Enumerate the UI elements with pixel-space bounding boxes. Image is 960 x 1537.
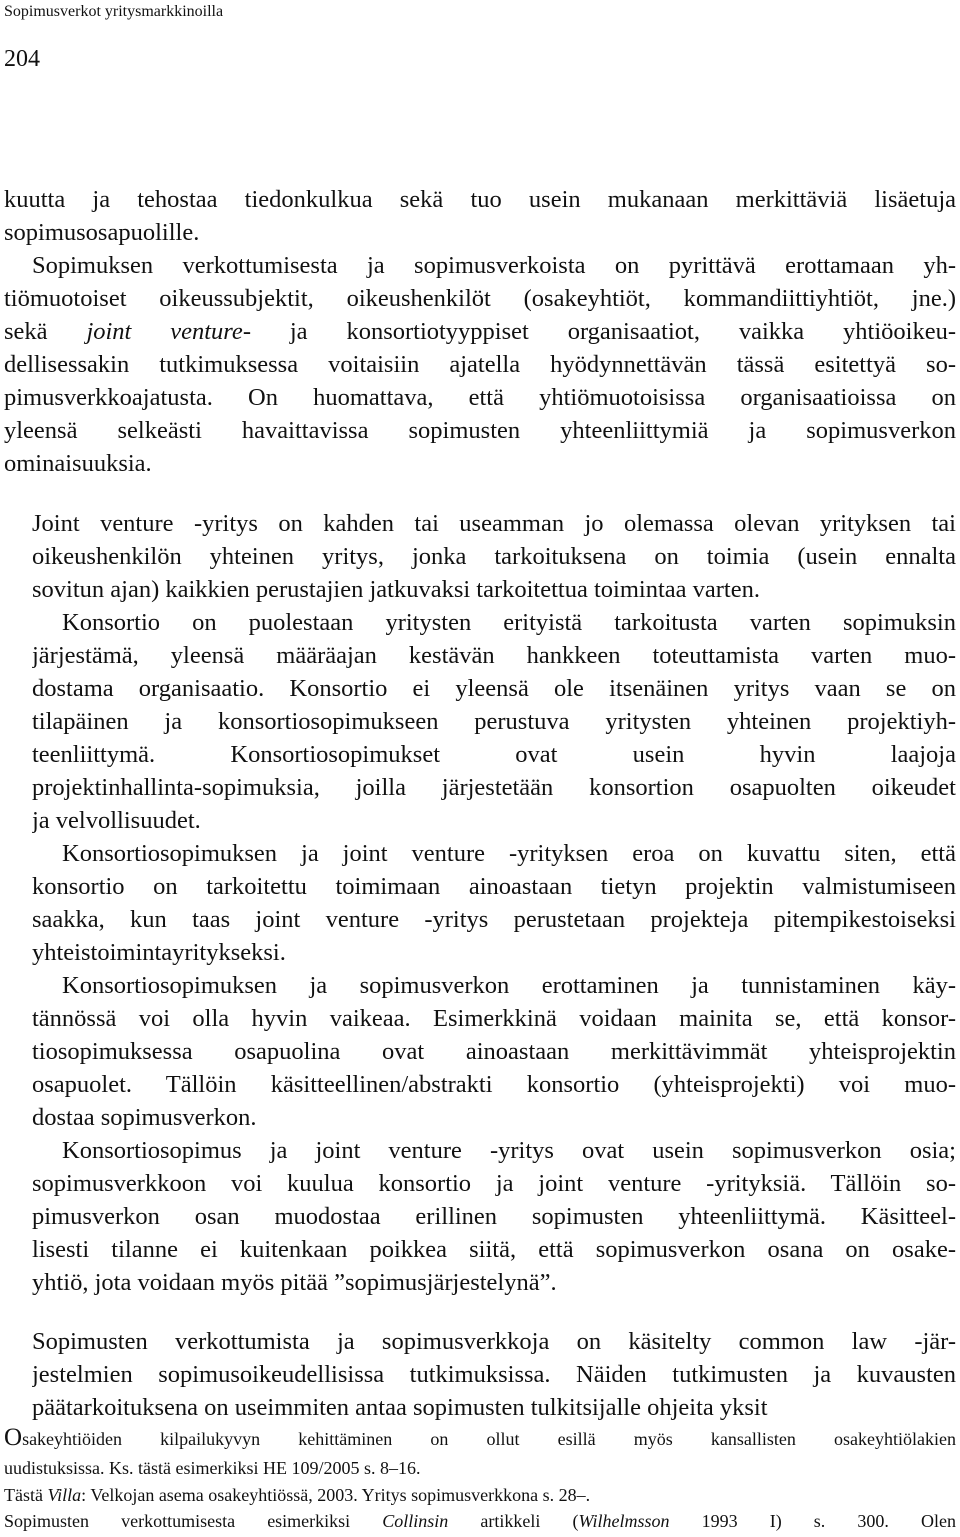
text-run: - ja konsortiotyyppiset organisaatiot, vaikka yhtiöoikeu-: [242, 318, 956, 345]
body-line: oikeushenkilön yhteinen yritys, jonka tarkoituksena on toimia (usein ennalta: [32, 543, 956, 570]
italic-author: Wilhelmsson: [578, 1511, 670, 1531]
italic-author: Villa: [47, 1485, 82, 1505]
text-run: : Velkojan asema osakeyhtiössä, 2003. Yritys sopimusverkkona s. 28–.: [81, 1485, 591, 1505]
body-line: päätarkoituksena on useimmiten antaa sopimusten tulkitsijalle ohjeita yksit: [32, 1394, 768, 1421]
running-header: Sopimusverkot yritysmarkkinoilla: [4, 3, 224, 20]
body-line: tännössä voi olla hyvin vaikeaa. Esimerkkinä voidaan mainita se, että konsor-: [32, 1005, 956, 1032]
body-line: Konsortiosopimuksen ja sopimusverkon erottaminen ja tunnistaminen käy-: [62, 972, 956, 999]
body-line: saakka, kun taas joint venture -yritys perustetaan projekteja pitempikestoiseksi: [32, 906, 956, 933]
body-line: teenliittymä. Konsortiosopimukset ovat usein hyvin laajoja: [32, 741, 956, 768]
text-run: sekä: [4, 318, 87, 345]
body-line: Konsortiosopimus ja joint venture -yritys ovat usein sopimusverkon osia;: [62, 1137, 956, 1164]
body-line: pimusverkkoajatusta. On huomattava, että yhtiömuotoisissa organisaatioissa on: [4, 384, 956, 411]
body-line: tilapäinen ja konsortiosopimukseen perustuva yritysten yhteinen projektiyh-: [32, 708, 956, 735]
body-line: lisesti tilanne ei kuitenkaan poikkea siitä, että sopimusverkon osana on osake-: [32, 1236, 956, 1263]
text-run: Tästä: [4, 1485, 48, 1505]
body-line: yhtiö, jota voidaan myös pitää ”sopimusjärjestelynä”.: [32, 1269, 557, 1296]
text-run: sakeyhtiöiden kilpailukyvyn kehittäminen on ollut esillä myös kansallisten osakeyhtiölakien: [22, 1429, 956, 1449]
body-line: dellisessakin tutkimuksessa voitaisiin ajatella hyödynnettävän tässä esitettyä so-: [4, 351, 956, 378]
text-run: 1993 I) s. 300. Olen: [669, 1511, 956, 1531]
text-run: Sopimusten verkottumisesta esimerkiksi: [4, 1511, 383, 1531]
body-line: yleensä selkeästi havaittavissa sopimusten yhteenliittymiä ja sopimusverkon: [4, 417, 956, 444]
body-line: yhteistoimintayritykseksi.: [32, 939, 286, 966]
body-line: jestelmien sopimusoikeudellisissa tutkimuksissa. Näiden tutkimusten ja kuvausten: [32, 1361, 956, 1388]
footnote-line: [4, 1508, 956, 1534]
body-line: dostama organisaatio. Konsortio ei yleensä ole itsenäinen yritys vaan se on: [32, 675, 956, 702]
body-line: Joint venture -yritys on kahden tai useamman jo olemassa olevan yrityksen tai: [32, 510, 956, 537]
footnote-line: uudistuksissa. Ks. tästä esimerkiksi HE 109/2005 s. 8–16.: [4, 1458, 421, 1478]
body-line: Sopimusten verkottumista ja sopimusverkkoja on käsitelty common law -jär-: [32, 1328, 956, 1355]
body-line: sovitun ajan) kaikkien perustajien jatkuvaksi tarkoitettua toimintaa varten.: [32, 576, 760, 603]
italic-term: joint venture: [86, 318, 243, 345]
text-run: artikkeli (: [448, 1511, 579, 1531]
body-line: järjestämä, yleensä määräajan kestävän hankkeen toteuttamista varten muo-: [32, 642, 956, 669]
body-line: kuutta ja tehostaa tiedonkulkua sekä tuo usein mukanaan merkittäviä lisäetuja: [4, 186, 956, 213]
body-line: ominaisuuksia.: [4, 450, 152, 477]
body-line: tiosopimuksessa osapuolina ovat ainoastaan merkittävimmät yhteisprojektin: [32, 1038, 956, 1065]
body-line: Sopimuksen verkottumisesta ja sopimusverkoista on pyrittävä erottamaan yh-: [32, 252, 956, 279]
body-line: projektinhallinta-sopimuksia, joilla järjestetään konsortion osapuolten oikeudet: [32, 774, 956, 801]
body-line: sopimusverkkoon voi kuulua konsortio ja joint venture -yrityksiä. Tällöin so-: [32, 1170, 956, 1197]
page-number: 204: [4, 46, 40, 72]
body-line: [4, 315, 956, 348]
body-line: ja velvollisuudet.: [32, 807, 201, 834]
footnote-initial: O: [4, 1425, 23, 1451]
body-line: tiömuotoiset oikeussubjektit, oikeushenkilöt (osakeyhtiöt, kommandiittiyhtiöt, jne.): [4, 285, 956, 312]
body-line: dostaa sopimusverkon.: [32, 1104, 257, 1131]
body-line: sopimusosapuolille.: [4, 219, 200, 246]
body-line: osapuolet. Tällöin käsitteellinen/abstrakti konsortio (yhteisprojekti) voi muo-: [32, 1071, 956, 1098]
italic-author: Collinsin: [382, 1511, 449, 1531]
footnote-line: [4, 1425, 956, 1451]
body-line: Konsortio on puolestaan yritysten erityistä tarkoitusta varten sopimuksin: [62, 609, 956, 636]
body-line: Konsortiosopimuksen ja joint venture -yrityksen eroa on kuvattu siten, että: [62, 840, 956, 867]
body-line: pimusverkon osan muodostaa erillinen sopimusten yhteenliittymä. Käsitteel-: [32, 1203, 956, 1230]
footnote-line: [4, 1482, 956, 1508]
body-line: konsortio on tarkoitettu toimimaan ainoastaan tietyn projektin valmistumiseen: [32, 873, 956, 900]
